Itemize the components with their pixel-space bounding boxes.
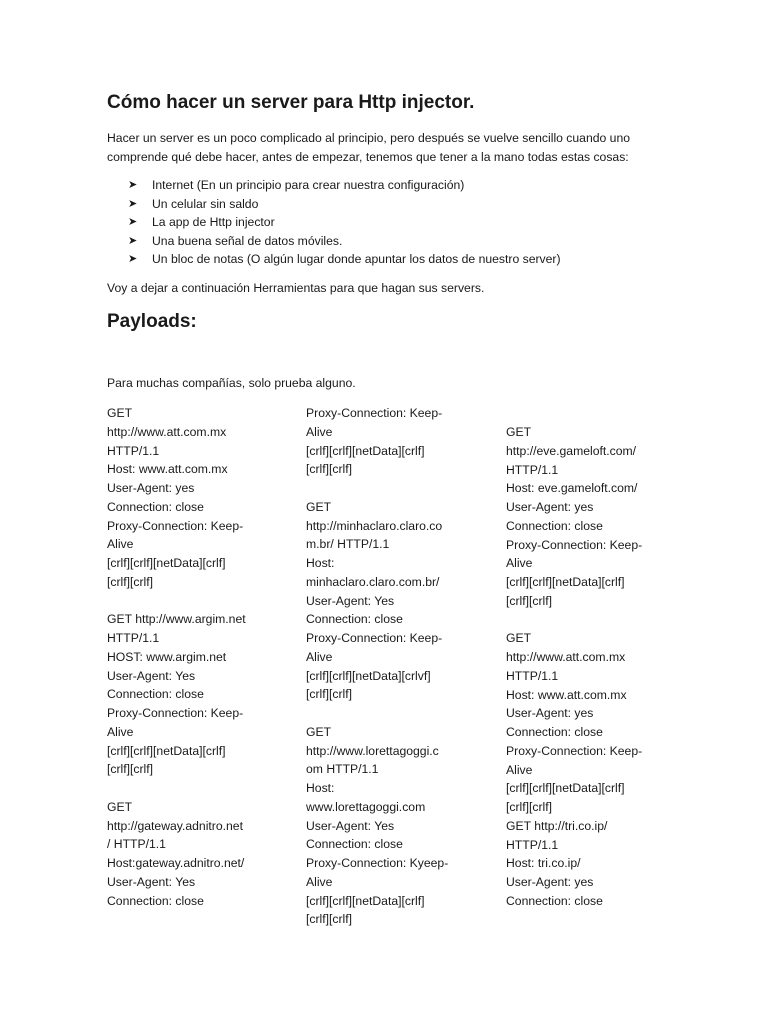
payload-line: Proxy-Connection: Kyeep- [306,856,449,870]
payload-line: GET [107,406,133,420]
payload-line: User-Agent: Yes [107,874,196,889]
payload-block [506,629,666,817]
payload-line: HTTP/1.1 [506,837,559,852]
payload-block [506,817,666,911]
intro-line: comprende qué debe hacer, antes de empezar, tenemos que tener a la mano todas estas cosas: [107,149,629,164]
payload-column-3 [506,423,666,911]
list-item-text: Internet (En un principio para crear nuestra configuración) [152,178,465,192]
payload-line: Proxy-Connection: Keep- [506,537,643,552]
payload-line: [crlf][crlf][netData][crlf] [306,893,425,908]
payload-line: [crlf][crlf] [506,593,553,608]
payload-line: www.lorettagoggi.com [306,799,426,814]
page-title: Cómo hacer un server para Http injector. [107,92,475,113]
list-item-text: La app de Http injector [152,215,275,230]
payload-line: GET [107,799,133,814]
payload-line: [crlf][crlf] [306,462,353,477]
payload-line: Alive [107,724,134,739]
payload-line: Alive [306,424,333,439]
payload-line: http://eve.gameloft.com/ [506,443,637,458]
payload-column-2 [306,404,466,929]
payload-line: User-Agent: yes [506,875,594,889]
payload-block [306,498,466,704]
payload-line: User-Agent: Yes [306,818,395,833]
payload-line: Connection: close [107,687,204,702]
payload-column-1 [107,404,267,910]
payload-line: HTTP/1.1 [107,631,160,645]
payload-line: http://gateway.adnitro.net [107,818,243,833]
payload-line: [crlf][crlf][netData][crlf] [107,556,226,570]
payload-line: http://www.att.com.mx [107,424,227,439]
payload-line: [crlf][crlf][netData][crlf] [107,743,226,758]
payload-line: [crlf][crlf][netData][crlf] [506,781,625,796]
payload-line: Connection: close [506,725,603,739]
payload-line: [crlf][crlf] [107,574,154,589]
payload-line: Proxy-Connection: Keep- [107,706,244,720]
payload-line: http://www.att.com.mx [506,650,626,664]
payload-line: Alive [506,556,533,571]
payload-line: HTTP/1.1 [107,443,160,458]
payload-line: Connection: close [306,837,403,852]
payload-line: Host: [306,781,335,795]
payload-line: [crlf][crlf] [306,912,353,927]
requirements-list [128,176,561,269]
payload-line: Host: www.att.com.mx [107,462,228,477]
payload-line: User-Agent: Yes [107,668,196,683]
payload-line: Connection: close [506,518,603,533]
payload-line: m.br/ HTTP/1.1 [306,537,390,552]
list-item [128,213,561,232]
payload-line: Connection: close [306,612,403,627]
arrowhead-bullet-icon: ➤ [128,179,138,191]
payload-line: Proxy-Connection: Keep- [506,743,643,758]
payload-line: User-Agent: yes [506,706,594,721]
payloads-heading: Payloads: [107,311,197,332]
payload-line: om HTTP/1.1 [306,762,379,777]
payload-line: Host:gateway.adnitro.net/ [107,856,245,870]
intro-line: Hacer un server es un poco complicado al principio, pero después se vuelve sencillo cuando uno [107,131,631,145]
payload-line: [crlf][crlf][netData][crlvf] [306,668,431,683]
payload-line: User-Agent: Yes [306,593,395,608]
payload-line: [crlf][crlf] [306,687,353,702]
payload-line: Proxy-Connection: Keep- [107,518,244,533]
payload-line: User-Agent: yes [107,481,195,495]
payload-line: Host: [306,556,335,570]
payload-line: HTTP/1.1 [506,668,559,683]
payload-line: Alive [306,874,333,889]
payload-line: HTTP/1.1 [506,462,559,477]
payload-line: User-Agent: yes [506,500,594,514]
arrowhead-bullet-icon: ➤ [128,216,138,229]
list-item-text: Un celular sin saldo [152,196,259,211]
intro-paragraph [107,129,667,166]
payload-block [306,723,466,929]
payload-line: [crlf][crlf] [506,800,553,814]
arrowhead-bullet-icon: ➤ [128,253,138,266]
payload-block [107,404,267,592]
arrowhead-bullet-icon: ➤ [128,197,138,210]
payload-line: [crlf][crlf][netData][crlf] [306,443,425,458]
payload-line: Connection: close [107,499,204,514]
list-item [128,232,561,251]
payload-line: GET [506,631,532,646]
payload-line: / HTTP/1.1 [107,837,166,852]
list-item [128,195,561,214]
payload-line: Connection: close [506,893,603,908]
list-item [128,176,561,195]
payload-block [506,423,666,611]
payload-line: GET [306,724,332,739]
payload-line: http://minhaclaro.claro.co [306,518,443,533]
payload-block [107,610,267,779]
payload-line: Host: eve.gameloft.com/ [506,481,638,496]
payload-line: Connection: close [107,893,204,908]
payload-line: GET http://tri.co.ip/ [506,818,608,833]
companies-note: Para muchas compañías, solo prueba alguno. [107,376,356,390]
payload-line: GET [506,425,532,439]
payload-line: GET http://www.argim.net [107,612,246,627]
payload-line: Host: tri.co.ip/ [506,856,581,871]
list-item-text: Un bloc de notas (O algún lugar donde apuntar los datos de nuestro server) [152,252,561,267]
payload-line: [crlf][crlf] [107,762,154,777]
list-item [128,250,561,269]
payload-block [306,404,466,479]
payload-line: http://www.lorettagoggi.c [306,743,439,758]
payload-line: GET [306,499,332,514]
arrowhead-bullet-icon: ➤ [128,234,138,247]
payload-line: Host: www.att.com.mx [506,687,627,702]
payload-line: [crlf][crlf][netData][crlf] [506,575,625,589]
payload-line: Proxy-Connection: Keep- [306,631,443,645]
list-item-text: Una buena señal de datos móviles. [152,233,343,248]
tools-note: Voy a dejar a continuación Herramientas para que hagan sus servers. [107,281,485,295]
payload-line: minhaclaro.claro.com.br/ [306,574,440,589]
payload-line: Proxy-Connection: Keep- [306,406,443,420]
payload-line: HOST: www.argim.net [107,649,227,664]
payload-line: Alive [107,537,134,552]
payload-line: Alive [506,762,533,777]
payload-block [107,798,267,911]
payload-line: Alive [306,649,333,664]
